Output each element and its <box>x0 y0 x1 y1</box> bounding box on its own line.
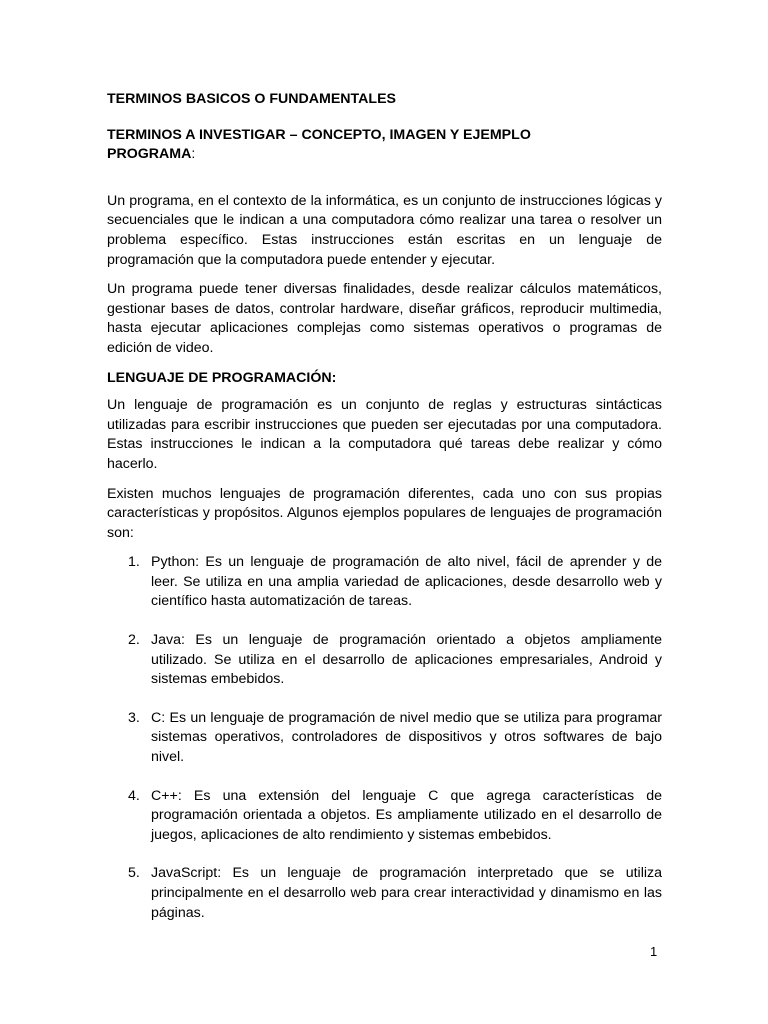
list-item <box>107 864 662 923</box>
list-item-text: JavaScript: Es un lenguaje de programación interpretado que se utiliza principalmente en el desarrollo web para crear interactividad y dinamismo en las páginas. <box>151 865 662 921</box>
list-item-text: C: Es un lenguaje de programación de nivel medio que se utiliza para programar sistemas operativos, controladores de dispositivos y otros softwares de bajo nivel. <box>151 709 662 766</box>
list-item <box>107 553 662 612</box>
page-number: 1 <box>650 944 658 959</box>
lenguaje-paragraph: Existen muchos lenguajes de programación diferentes, cada uno con sus propias características y propósitos. Algunos ejemplos populares de lenguajes de programación son: <box>107 485 662 541</box>
list-item <box>107 787 662 846</box>
document-title: TERMINOS BASICOS O FUNDAMENTALES <box>107 91 397 107</box>
section-heading-programa-label: PROGRAMA <box>107 146 192 163</box>
document-subtitle <box>107 126 662 165</box>
section-heading-programa-colon: : <box>191 146 196 163</box>
list-item-number: 4. <box>128 787 140 804</box>
lenguaje-paragraph: Un lenguaje de programación es un conjunto de reglas y estructuras sintácticas utilizadas para escribir instrucciones que pueden ser ejecutadas por una computadora. Estas instrucciones le indican a la computadora qué tareas debe realizar y cómo hacerlo. <box>107 397 662 472</box>
list-item-number: 1. <box>128 554 140 571</box>
list-item-number: 2. <box>128 632 140 649</box>
section-heading-programa <box>107 145 662 165</box>
list-item-number: 5. <box>128 865 140 882</box>
list-item <box>107 631 662 690</box>
list-item-text: Python: Es un lenguaje de programación de alto nivel, fácil de aprender y de leer. Se utiliza en una amplia variedad de aplicaciones, desde desarrollo web y científico hasta automatización de tareas. <box>151 554 662 610</box>
document-page <box>107 90 662 942</box>
list-item-number: 3. <box>128 709 140 726</box>
list-item <box>107 709 662 768</box>
programa-paragraph: Un programa, en el contexto de la informática, es un conjunto de instrucciones lógicas y secuenciales que le indican a una computadora cómo realizar una tarea o resolver un problema específico. Estas instrucciones están escritas en un lenguaje de programación que la computadora puede entender y ejecutar. <box>107 192 662 268</box>
language-examples-list <box>107 553 662 923</box>
section-heading-lenguaje: LENGUAJE DE PROGRAMACIÓN: <box>107 369 337 386</box>
list-item-text: C++: Es una extensión del lenguaje C que agrega características de programación orientada a objetos. Es ampliamente utilizado en el desarrollo de juegos, aplicaciones de alto rendimiento y sistemas embebidos. <box>151 787 662 843</box>
list-item-text: Java: Es un lenguaje de programación orientado a objetos ampliamente utilizado. Se utiliza en el desarrollo de aplicaciones empresariales, Android y sistemas embebidos. <box>151 632 662 688</box>
programa-paragraph: Un programa puede tener diversas finalidades, desde realizar cálculos matemáticos, gestionar bases de datos, controlar hardware, diseñar gráficos, reproducir multimedia, hasta ejecutar aplicaciones complejas como sistemas operativos o programas de edición de video. <box>107 281 662 356</box>
subtitle-line: TERMINOS A INVESTIGAR – CONCEPTO, IMAGEN Y EJEMPLO <box>107 126 531 143</box>
